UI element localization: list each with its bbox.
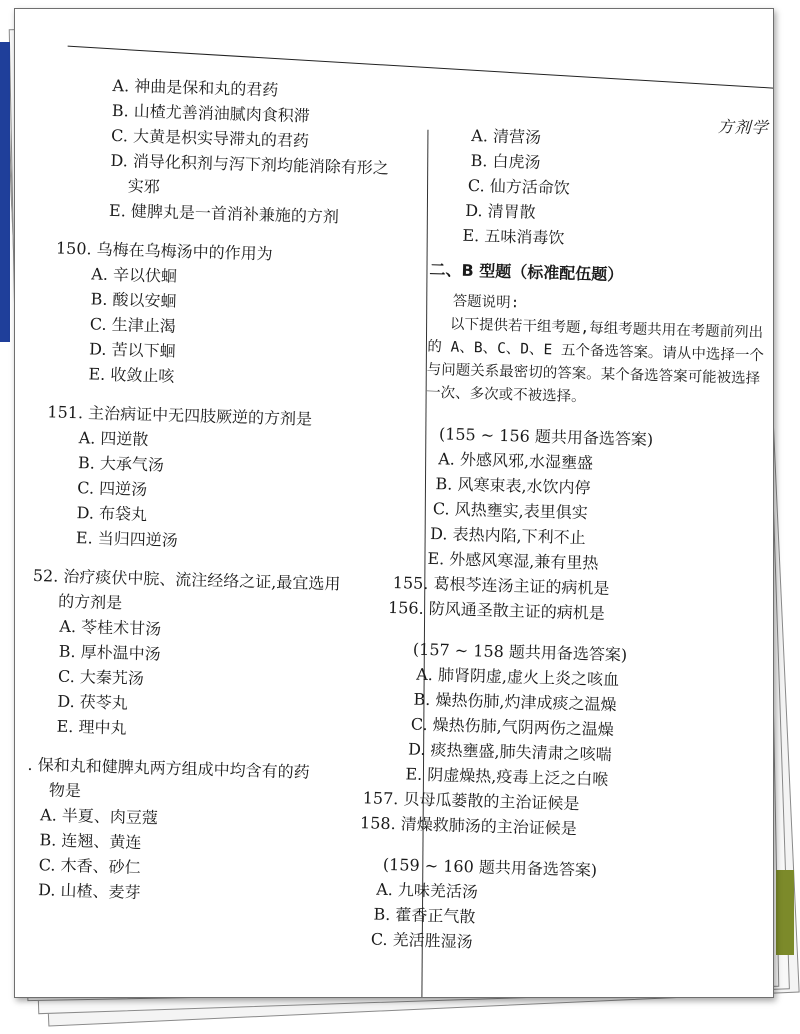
instructions-label: 答题说明:	[452, 293, 520, 312]
exam-page	[14, 8, 774, 998]
option-c[interactable]: C. 仙方活命饮	[467, 175, 571, 198]
option-a[interactable]: A. 苓桂术甘汤	[59, 616, 162, 639]
option-d[interactable]: D. 消导化积剂与泻下剂均能消除有形之	[110, 150, 390, 178]
option-d[interactable]: D. 布袋丸	[76, 503, 148, 525]
option-b[interactable]: B. 厚朴温中汤	[58, 641, 161, 664]
section-title: 二、B 型题（标准配伍题）	[429, 259, 624, 285]
book-cover-edge	[0, 42, 10, 342]
option-c[interactable]: C. 木香、砂仁	[38, 855, 141, 878]
option-c[interactable]: C. 大黄是枳实导滞丸的君药	[110, 125, 310, 151]
option-b[interactable]: B. 酸以安蛔	[90, 289, 177, 311]
option-c[interactable]: C. 风热壅实,表里俱实	[432, 499, 589, 523]
question-stem-continuation: 物是	[48, 780, 82, 801]
book-cover-edge	[776, 870, 794, 955]
question-stem: 151. 主治病证中无四肢厥逆的方剂是	[47, 402, 313, 429]
option-c[interactable]: C. 大秦艽汤	[57, 666, 145, 689]
instructions-text: 以下提供若干组考题,每组考题共用在考题前列出的 A、B、C、D、E 五个备选答案。请从中选择一个与问题关系最密切的答案。某个备选答案可能被选择一次、多次或不被选择。	[425, 316, 765, 406]
option-b[interactable]: B. 连翘、黄连	[39, 830, 142, 853]
left-column	[24, 71, 417, 912]
option-b[interactable]: B. 大承气汤	[77, 453, 165, 475]
option-a[interactable]: A. 四逆散	[78, 428, 149, 450]
question-stem: 52. 治疗痰伏中脘、流注经络之证,最宜选用	[32, 565, 341, 594]
question-157: 157. 贝母瓜蒌散的主治证候是	[362, 788, 580, 814]
answer-group-155-156	[387, 421, 769, 631]
option-a[interactable]: A. 神曲是保和丸的君药	[112, 75, 279, 100]
question-150	[38, 235, 412, 395]
group-heading: (157 ~ 158 题共用备选答案)	[412, 639, 628, 665]
option-d[interactable]: D. 表热内陷,下利不止	[429, 523, 586, 548]
option-e[interactable]: E. 收敛止咳	[88, 364, 175, 386]
option-c[interactable]: C. 燥热伤肺,气阴两伤之温燥	[410, 714, 614, 740]
option-d-continuation: 实邪	[127, 176, 161, 197]
question-152	[28, 563, 403, 748]
question-158: 158. 清燥救肺汤的主治证候是	[359, 813, 577, 839]
option-d[interactable]: D. 茯苓丸	[57, 691, 129, 713]
question-stem-continuation: 的方剂是	[57, 591, 123, 613]
option-d[interactable]: D. 痰热壅盛,肺失清肃之咳喘	[407, 739, 612, 765]
running-head: 方剂学	[717, 116, 769, 138]
question-stem: . 保和丸和健脾丸两方组成中均含有的药	[27, 754, 310, 782]
option-e[interactable]: E. 理中丸	[56, 716, 127, 738]
option-e[interactable]: E. 五味消毒饮	[462, 225, 565, 248]
option-b[interactable]: B. 藿香正气散	[373, 904, 476, 927]
question-stem: 150. 乌梅在乌梅汤中的作用为	[55, 238, 273, 264]
instructions	[420, 290, 773, 415]
option-d[interactable]: D. 苦以下蛔	[88, 339, 176, 361]
option-e[interactable]: E. 阴虚燥热,疫毒上泛之白喉	[405, 764, 609, 790]
option-e[interactable]: E. 外感风寒湿,兼有里热	[427, 548, 599, 573]
option-a[interactable]: A. 外感风邪,水湿壅盛	[438, 449, 594, 473]
option-c[interactable]: C. 生津止渴	[89, 314, 177, 336]
question-155: 155. 葛根芩连汤主证的病机是	[392, 572, 610, 599]
option-a[interactable]: A. 辛以伏蛔	[91, 264, 178, 286]
option-b[interactable]: B. 白虎汤	[470, 150, 541, 172]
question-154-options	[424, 122, 774, 257]
option-b[interactable]: B. 山楂尤善消油腻肉食积滞	[111, 100, 311, 126]
answer-group-159-160	[370, 852, 757, 962]
option-d[interactable]: D. 山楂、麦芽	[37, 880, 141, 903]
right-column	[359, 122, 774, 962]
option-a[interactable]: A. 肺肾阴虚,虚火上炎之咳血	[415, 664, 620, 690]
question-153	[24, 752, 398, 912]
option-a[interactable]: A. 半夏、肉豆蔻	[39, 805, 159, 828]
option-c[interactable]: C. 四逆汤	[77, 478, 148, 500]
option-c[interactable]: C. 羌活胜湿汤	[370, 929, 473, 952]
option-d[interactable]: D. 清胃散	[464, 200, 536, 222]
option-e[interactable]: E. 健脾丸是一首消补兼施的方剂	[108, 200, 340, 227]
answer-group-157-158	[359, 637, 763, 847]
group-heading: (155 ~ 156 题共用备选答案)	[438, 424, 654, 450]
option-e[interactable]: E. 当归四逆汤	[75, 528, 179, 550]
option-b[interactable]: B. 风寒束表,水饮内停	[435, 474, 591, 498]
option-b[interactable]: B. 燥热伤肺,灼津成痰之温燥	[413, 689, 617, 715]
option-a[interactable]: A. 九味羌活汤	[375, 879, 479, 902]
option-a[interactable]: A. 清营汤	[471, 125, 542, 147]
question-156: 156. 防风通圣散主证的病机是	[387, 597, 606, 623]
group-heading: (159 ~ 160 题共用备选答案)	[382, 854, 598, 880]
question-151	[34, 399, 408, 559]
question-149-options	[43, 71, 417, 231]
